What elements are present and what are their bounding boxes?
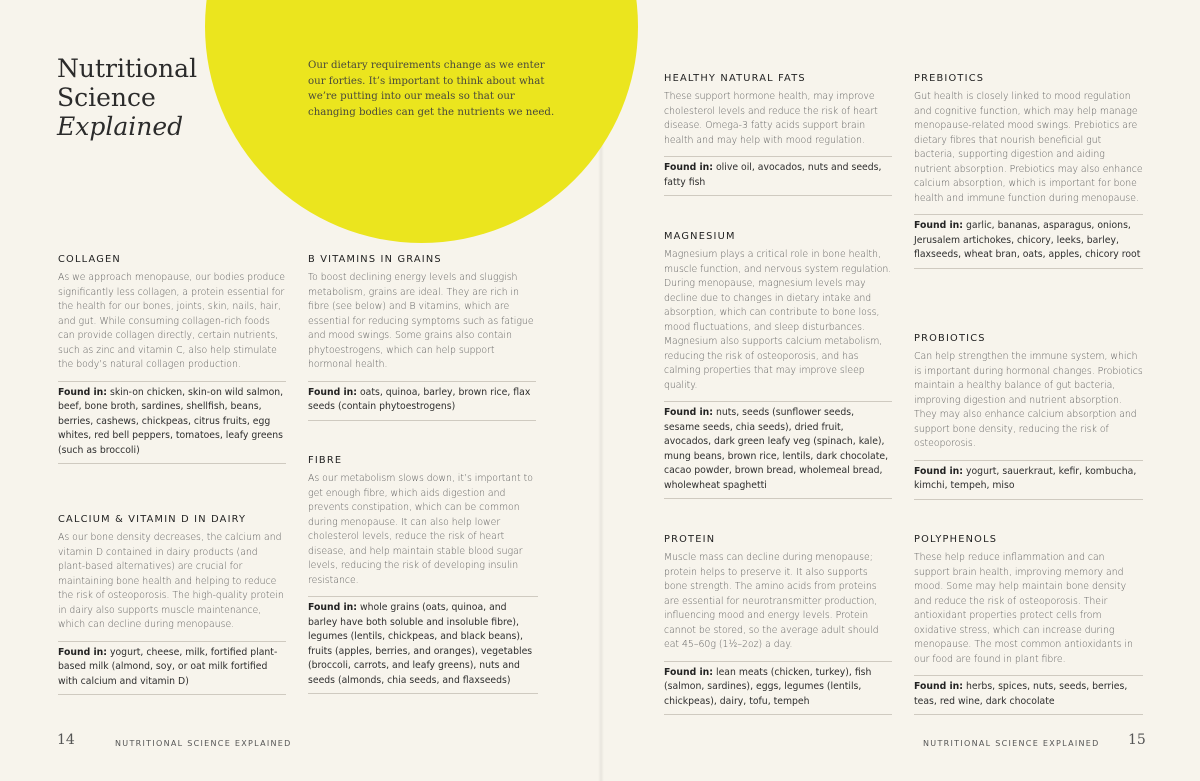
- found-in-list: [914, 460, 1143, 500]
- section-calcium-vitamin-d: [58, 514, 286, 695]
- found-in-label: Found in:: [914, 465, 964, 477]
- section-heading: HEALTHY NATURAL FATS: [664, 73, 806, 84]
- found-in-items: lean meats (chicken, turkey), fish (salmon, sardines), eggs, legumes (lentils, chickpeas), dairy, tofu, tempeh: [664, 666, 872, 707]
- found-in-items: yogurt, cheese, milk, fortified plant-based milk (almond, soy, or oat milk fortified with calcium and vitamin D): [58, 646, 278, 687]
- section-body: Muscle mass can decline during menopause; protein helps to preserve it. It also supports bone strength. The amino acids from proteins are essential for neurotransmitter production, influencing mood and energy levels. Protein cannot be stored, so the average adult should eat 45–60g (1½–2oz) a day.: [664, 552, 879, 650]
- found-in-list: [308, 596, 538, 694]
- page-title-line3: Explained: [57, 112, 184, 141]
- found-in-items: oats, quinoa, barley, brown rice, flax seeds (contain phytoestrogens): [308, 386, 531, 412]
- section-body: Magnesium plays a critical role in bone health, muscle function, and nervous system regulation. During menopause, magnesium levels may decline due to changes in dietary intake and absorption, which can contribute to bone loss, mood fluctuations, and sleep disturbances. Magnesium also supports calcium metabolism, reducing the risk of osteoporosis, and has calming properties that may improve sleep quality.: [664, 249, 892, 391]
- section-body: These help reduce inflammation and can support brain health, improving memory and mood. Some may help maintain bone density and reduce the risk of osteoporosis. Their antioxidant properties protect cells from oxidative stress, which can increase during menopause. The most common antioxidants in our food are found in plant fibre.: [914, 552, 1133, 665]
- page-title-line2: Science: [57, 83, 156, 112]
- section-b-vitamins: [308, 254, 536, 421]
- section-heading: CALCIUM & VITAMIN D IN DAIRY: [58, 514, 247, 525]
- section-heading: MAGNESIUM: [664, 231, 736, 242]
- yellow-circle-graphic: [205, 0, 638, 243]
- section-fibre: [308, 455, 538, 694]
- section-heading: FIBRE: [308, 455, 343, 466]
- found-in-list: [664, 661, 892, 716]
- found-in-list: [308, 381, 536, 421]
- found-in-list: [58, 381, 286, 465]
- found-in-label: Found in:: [664, 407, 714, 418]
- found-in-label: Found in:: [914, 681, 964, 692]
- section-body: To boost declining energy levels and sluggish metabolism, grains are ideal. They are rich in fibre (see below) and B vitamins, which are essential for reducing symptoms such as fatigue and mood swings. Some grains also contain phytoestrogens, which can help support hormonal health.: [308, 272, 534, 370]
- section-healthy-fats: [664, 73, 892, 196]
- found-in-label: Found in:: [308, 602, 358, 613]
- section-heading: PROTEIN: [664, 534, 716, 545]
- found-in-list: [664, 156, 892, 196]
- section-body: As our bone density decreases, the calcium and vitamin D contained in dairy products (and plant-based alternatives) are crucial for maintaining bone health and helping to reduce the risk of osteoporosis. The high-quality protein in dairy also supports muscle maintenance, which can decline during menopause.: [58, 532, 284, 630]
- found-in-items: skin-on chicken, skin-on wild salmon, beef, bone broth, sardines, shellfish, beans, berries, cashews, chickpeas, citrus fruits, egg whites, red bell peppers, tomatoes, leafy greens (such as broccoli): [58, 386, 284, 456]
- section-body: As we approach menopause, our bodies produce significantly less collagen, a protein essential for the health for our bones, joints, skin, nails, hair, and gut. While consuming collagen-rich foods can provide collagen directly, certain nutrients, such as zinc and vitamin C, also help stimulate the body’s natural collagen production.: [58, 272, 286, 370]
- found-in-list: [58, 641, 286, 696]
- section-body: Gut health is closely linked to mood regulation and cognitive function, which may help manage menopause-related mood swings. Prebiotics are dietary fibres that nourish beneficial gut bacteria, supporting digestion and aiding nutrient absorption. Prebiotics may also enhance calcium absorption, which is important for bone health and immune function during menopause.: [914, 91, 1143, 204]
- found-in-label: Found in:: [914, 220, 964, 231]
- intro-paragraph: Our dietary requirements change as we enter our forties. It’s important to think about what we’re putting into our meals so that our changing bodies can get the nutrients we need.: [308, 60, 555, 118]
- section-heading: COLLAGEN: [58, 254, 121, 265]
- found-in-label: Found in:: [308, 386, 358, 398]
- found-in-list: [664, 401, 892, 499]
- found-in-label: Found in:: [58, 646, 108, 658]
- section-magnesium: [664, 231, 892, 499]
- found-in-list: [914, 675, 1143, 715]
- section-body: As our metabolism slows down, it’s important to get enough fibre, which aids digestion and prevents constipation, which can be common during menopause. It can also help lower cholesterol levels, reduce the risk of heart disease, and help maintain stable blood sugar levels, reducing the risk of developing insulin resistance.: [308, 473, 533, 586]
- section-body: Can help strengthen the immune system, which is important during hormonal changes. Probiotics maintain a healthy balance of gut bacteria, improving digestion and nutrient absorption. They may also enhance calcium absorption and support bone density, reducing the risk of osteoporosis.: [914, 351, 1143, 449]
- right-running-title: NUTRITIONAL SCIENCE EXPLAINED: [923, 739, 1100, 748]
- section-body: These support hormone health, may improve cholesterol levels and reduce the risk of heart disease. Omega-3 fatty acids support brain health and may help with mood regulation.: [664, 91, 878, 146]
- section-heading: PROBIOTICS: [914, 333, 986, 344]
- found-in-items: nuts, seeds (sunflower seeds, sesame seeds, chia seeds), dried fruit, avocados, dark green leafy veg (spinach, kale), mung beans, brown rice, lentils, dark chocolate, cacao powder, brown bread, wholemeal bread, wholewheat spaghetti: [664, 407, 889, 491]
- section-collagen: [58, 254, 286, 464]
- section-polyphenols: [914, 534, 1143, 715]
- found-in-items: yogurt, sauerkraut, kefir, kombucha, kimchi, tempeh, miso: [914, 465, 1137, 491]
- page-title-line1: Nutritional: [57, 54, 198, 83]
- section-heading: B VITAMINS IN GRAINS: [308, 254, 442, 265]
- found-in-items: olive oil, avocados, nuts and seeds, fatty fish: [664, 162, 882, 188]
- found-in-items: whole grains (oats, quinoa, and barley have both soluble and insoluble fibre), legumes (lentils, chickpeas, and black beans), fruits (apples, berries, and oranges), vegetables (broccoli, carrots, and leafy greens), nuts and seeds (almonds, chia seeds, and flaxseeds): [308, 602, 533, 686]
- found-in-list: [914, 214, 1143, 269]
- section-heading: POLYPHENOLS: [914, 534, 998, 545]
- right-page-number: 15: [1128, 732, 1146, 748]
- found-in-label: Found in:: [664, 162, 714, 173]
- section-probiotics: [914, 333, 1143, 500]
- left-page-number: 14: [57, 732, 75, 748]
- found-in-items: garlic, bananas, asparagus, onions, Jerusalem artichokes, chicory, leeks, barley, flaxseeds, wheat bran, oats, apples, chicory root: [914, 220, 1141, 260]
- section-heading: PREBIOTICS: [914, 73, 985, 84]
- found-in-label: Found in:: [58, 386, 108, 398]
- section-prebiotics: [914, 73, 1143, 269]
- found-in-label: Found in:: [664, 666, 714, 678]
- page-title: [57, 54, 197, 141]
- left-running-title: NUTRITIONAL SCIENCE EXPLAINED: [115, 739, 292, 748]
- found-in-items: herbs, spices, nuts, seeds, berries, teas, red wine, dark chocolate: [914, 681, 1128, 707]
- section-protein: [664, 534, 892, 715]
